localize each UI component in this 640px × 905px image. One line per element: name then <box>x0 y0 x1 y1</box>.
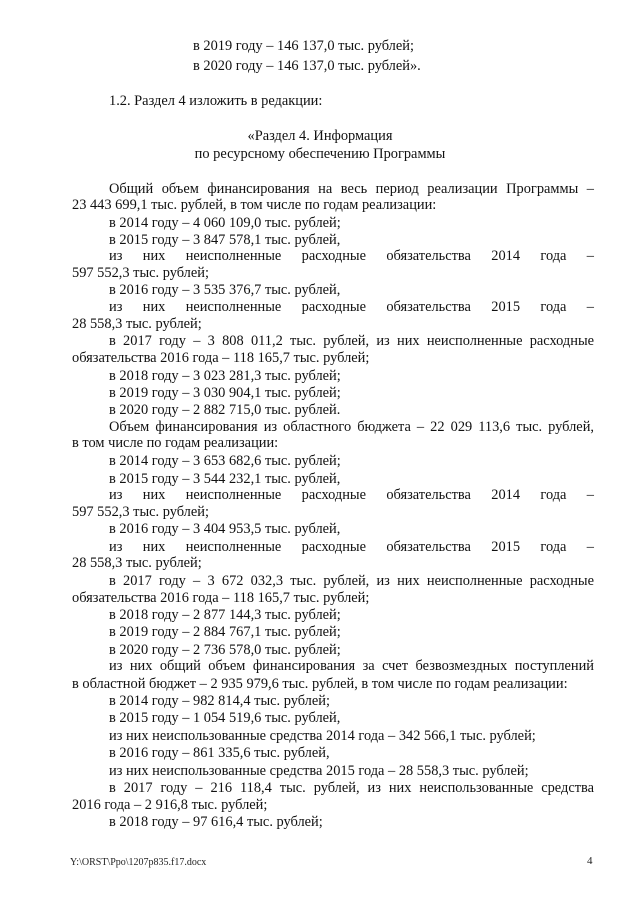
text-line: 2016 года – 2 916,8 тыс. рублей; <box>72 797 268 813</box>
text-line: в 2015 году – 1 054 519,6 тыс. рублей, <box>109 710 341 726</box>
text-line: в 2020 году – 2 882 715,0 тыс. рублей. <box>109 402 341 418</box>
text-line: в 2020 году – 146 137,0 тыс. рублей». <box>193 58 421 74</box>
text-line: в 2017 году – 216 118,4 тыс. рублей, из них неиспользованные средства <box>109 780 594 796</box>
text-line: 1.2. Раздел 4 изложить в редакции: <box>109 93 323 109</box>
text-line: в 2017 году – 3 672 032,3 тыс. рублей, из них неисполненные расходные <box>109 573 594 589</box>
section-heading: по ресурсному обеспечению Программы <box>194 146 446 162</box>
text-line: в 2020 году – 2 736 578,0 тыс. рублей; <box>109 642 341 658</box>
text-line: в 2014 году – 4 060 109,0 тыс. рублей; <box>109 215 341 231</box>
text-line: Общий объем финансирования на весь период реализации Программы – <box>109 181 594 197</box>
text-line: из них общий объем финансирования за счет безвозмездных поступлений <box>109 658 594 674</box>
text-line: 28 558,3 тыс. рублей; <box>72 316 202 332</box>
text-line: из них неисполненные расходные обязательства 2015 года – <box>109 299 594 315</box>
page-number: 4 <box>587 855 593 867</box>
text-line: в 2019 году – 2 884 767,1 тыс. рублей; <box>109 624 341 640</box>
text-line: 28 558,3 тыс. рублей; <box>72 555 202 571</box>
text-line: в 2018 году – 3 023 281,3 тыс. рублей; <box>109 368 341 384</box>
section-heading: «Раздел 4. Информация <box>247 128 393 144</box>
text-line: в областной бюджет – 2 935 979,6 тыс. рублей, в том числе по годам реализации: <box>72 676 568 692</box>
text-line: в 2014 году – 3 653 682,6 тыс. рублей; <box>109 453 341 469</box>
text-line: в 2019 году – 3 030 904,1 тыс. рублей; <box>109 385 341 401</box>
text-line: из них неисполненные расходные обязательства 2015 года – <box>109 539 594 555</box>
text-line: в 2015 году – 3 847 578,1 тыс. рублей, <box>109 232 341 248</box>
text-line: Объем финансирования из областного бюджета – 22 029 113,6 тыс. рублей, <box>109 419 594 435</box>
text-line: 597 552,3 тыс. рублей; <box>72 504 209 520</box>
text-line: из них неиспользованные средства 2014 года – 342 566,1 тыс. рублей; <box>109 728 536 744</box>
text-line: в 2014 году – 982 814,4 тыс. рублей; <box>109 693 330 709</box>
text-line: из них неиспользованные средства 2015 года – 28 558,3 тыс. рублей; <box>109 763 529 779</box>
text-line: в 2016 году – 861 335,6 тыс. рублей, <box>109 745 330 761</box>
file-path-footer: Y:\ORST\Ppo\1207p835.f17.docx <box>70 857 207 868</box>
text-line: из них неисполненные расходные обязательства 2014 года – <box>109 248 594 264</box>
text-line: в 2018 году – 97 616,4 тыс. рублей; <box>109 814 323 830</box>
text-line: из них неисполненные расходные обязательства 2014 года – <box>109 487 594 503</box>
text-line: в 2015 году – 3 544 232,1 тыс. рублей, <box>109 471 341 487</box>
text-line: в 2016 году – 3 535 376,7 тыс. рублей, <box>109 282 341 298</box>
text-line: обязательства 2016 года – 118 165,7 тыс. рублей; <box>72 350 370 366</box>
text-line: в том числе по годам реализации: <box>72 435 279 451</box>
text-line: в 2016 году – 3 404 953,5 тыс. рублей, <box>109 521 341 537</box>
text-line: 597 552,3 тыс. рублей; <box>72 265 209 281</box>
text-line: в 2019 году – 146 137,0 тыс. рублей; <box>193 38 414 54</box>
text-line: в 2018 году – 2 877 144,3 тыс. рублей; <box>109 607 341 623</box>
text-line: обязательства 2016 года – 118 165,7 тыс. рублей; <box>72 590 370 606</box>
text-line: 23 443 699,1 тыс. рублей, в том числе по годам реализации: <box>72 197 437 213</box>
text-line: в 2017 году – 3 808 011,2 тыс. рублей, из них неисполненные расходные <box>109 333 594 349</box>
